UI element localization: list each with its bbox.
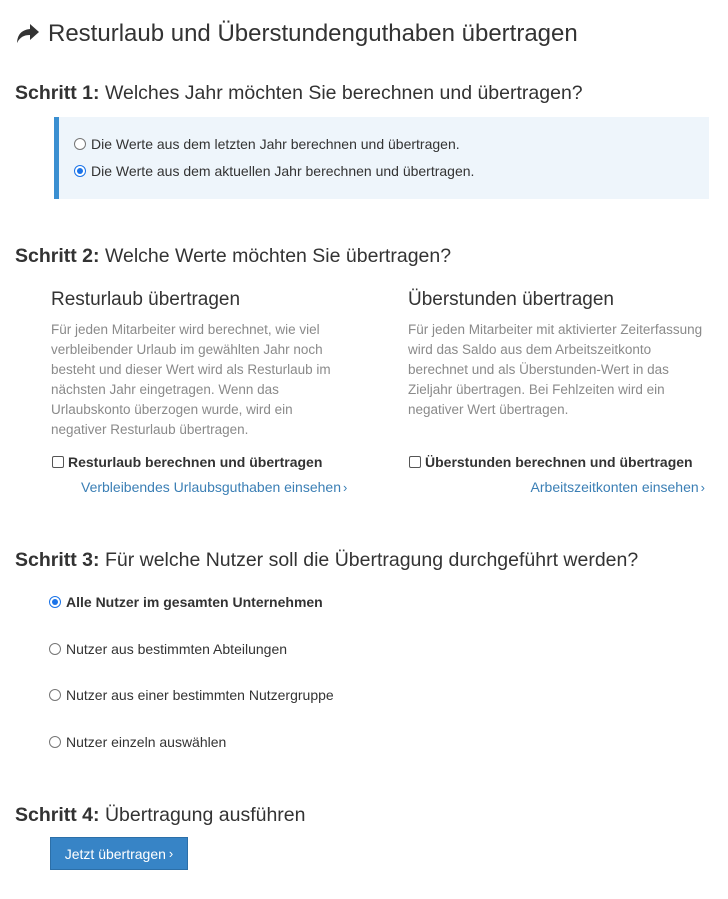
vacation-balance-link-label: Verbleibendes Urlaubsguthaben einsehen: [81, 479, 341, 495]
share-arrow-icon: [16, 23, 40, 45]
step1-question: Welches Jahr möchten Sie berechnen und übertragen?: [104, 82, 583, 104]
step2-question: Welche Werte möchten Sie übertragen?: [104, 245, 452, 267]
year-option-current-label: Die Werte aus dem aktuellen Jahr berechnen und übertragen.: [91, 163, 475, 179]
step1-label: Schritt 1:: [15, 82, 100, 104]
step4-label: Schritt 4:: [15, 804, 100, 826]
year-option-last-label: Die Werte aus dem letzten Jahr berechnen und übertragen.: [91, 136, 460, 152]
page-title: [16, 20, 578, 48]
chevron-right-icon: ›: [700, 480, 705, 495]
chevron-right-icon: ›: [168, 846, 174, 861]
radio-current-year[interactable]: [74, 165, 86, 177]
step4-heading: [15, 804, 306, 827]
radio-all-users[interactable]: [49, 596, 61, 608]
overtime-title: Überstunden übertragen: [408, 289, 614, 310]
vacation-checkbox-label: Resturlaub berechnen und übertragen: [68, 454, 323, 470]
step4-question: Übertragung ausführen: [104, 804, 306, 826]
overtime-checkbox[interactable]: [409, 456, 421, 468]
users-option-group[interactable]: [49, 687, 334, 703]
overtime-section: [408, 289, 708, 420]
step2-label: Schritt 2:: [15, 245, 100, 267]
chevron-right-icon: ›: [342, 480, 348, 495]
worktime-accounts-link[interactable]: [531, 479, 705, 495]
transfer-now-label: Jetzt übertragen: [64, 845, 166, 862]
step1-heading: [15, 82, 583, 105]
year-option-panel: [54, 117, 709, 199]
vacation-balance-link[interactable]: [81, 479, 347, 495]
year-option-current[interactable]: [74, 163, 474, 179]
users-option-individual[interactable]: [49, 734, 226, 750]
step3-question: Für welche Nutzer soll die Übertragung durchgeführt werden?: [104, 549, 639, 571]
vacation-title: Resturlaub übertragen: [51, 289, 241, 310]
step2-heading: [15, 245, 451, 268]
users-option-all-label: Alle Nutzer im gesamten Unternehmen: [66, 594, 323, 610]
users-option-individual-label: Nutzer einzeln auswählen: [66, 734, 227, 750]
overtime-checkbox-label: Überstunden berechnen und übertragen: [425, 454, 693, 470]
overtime-checkbox-row[interactable]: [409, 454, 693, 470]
users-option-departments[interactable]: [49, 641, 287, 657]
overtime-description: Für jeden Mitarbeiter mit aktivierter Zeiterfassung wird das Saldo aus dem Arbeitszeitkonto berechnet und als Überstunden-Wert in das Zieljahr übertragen. Bei Fehlzeiten wird ein negativer Wert übertragen.: [408, 322, 703, 417]
step3-label: Schritt 3:: [15, 549, 100, 571]
step3-heading: [15, 549, 638, 572]
users-option-group-label: Nutzer aus einer bestimmten Nutzergruppe: [66, 687, 334, 703]
vacation-section: [51, 289, 351, 440]
vacation-description: Für jeden Mitarbeiter wird berechnet, wie viel verbleibender Urlaub im gewählten Jahr noch besteht und dieser Wert wird als Resturlaub im nächsten Jahr eingetragen. Wenn das Urlaubskonto überzogen wurde, wird ein negativer Resturlaub übertragen.: [51, 322, 331, 437]
radio-departments[interactable]: [49, 643, 61, 655]
year-option-last[interactable]: [74, 136, 460, 152]
vacation-checkbox-row[interactable]: [52, 454, 322, 470]
users-option-all[interactable]: [49, 594, 323, 610]
page-title-text: Resturlaub und Überstundenguthaben übertragen: [48, 20, 578, 47]
transfer-now-button[interactable]: [50, 837, 188, 870]
users-option-departments-label: Nutzer aus bestimmten Abteilungen: [66, 641, 288, 657]
radio-last-year[interactable]: [74, 138, 86, 150]
radio-user-group[interactable]: [49, 689, 61, 701]
worktime-accounts-link-label: Arbeitszeitkonten einsehen: [530, 479, 699, 495]
radio-individual[interactable]: [49, 736, 61, 748]
vacation-checkbox[interactable]: [52, 456, 64, 468]
